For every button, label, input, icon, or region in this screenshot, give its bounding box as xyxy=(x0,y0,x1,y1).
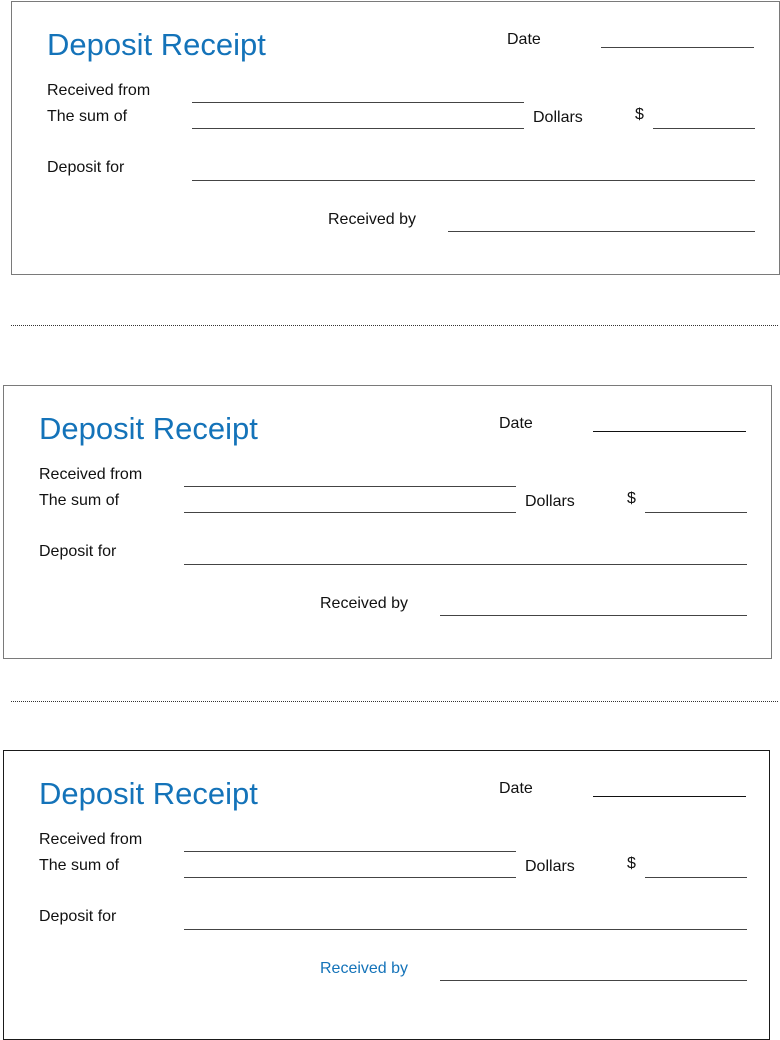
receipt-title: Deposit Receipt xyxy=(47,27,266,62)
sum-of-label: The sum of xyxy=(39,857,120,874)
dollars-label: Dollars xyxy=(525,493,575,510)
date-label: Date xyxy=(499,780,533,797)
deposit-receipt-2 xyxy=(3,385,772,659)
sum-of-field-line[interactable] xyxy=(184,512,516,513)
received-by-field-line[interactable] xyxy=(448,231,755,232)
date-label: Date xyxy=(499,415,533,432)
deposit-receipt-1 xyxy=(11,1,780,275)
cut-line-separator xyxy=(11,701,778,702)
dollar-sign-label: $ xyxy=(627,855,636,872)
received-from-field-line[interactable] xyxy=(184,486,516,487)
deposit-receipt-3 xyxy=(3,750,770,1040)
deposit-for-field-line[interactable] xyxy=(184,929,747,930)
receipt-title: Deposit Receipt xyxy=(39,776,258,811)
cut-line-separator xyxy=(11,325,778,326)
amount-field-line[interactable] xyxy=(653,128,755,129)
received-by-field-line[interactable] xyxy=(440,615,747,616)
sum-of-label: The sum of xyxy=(47,108,128,125)
sum-of-label: The sum of xyxy=(39,492,120,509)
received-by-field-line[interactable] xyxy=(440,980,747,981)
sum-of-field-line[interactable] xyxy=(192,128,524,129)
deposit-for-field-line[interactable] xyxy=(184,564,747,565)
dollar-sign-label: $ xyxy=(635,106,644,123)
received-by-label: Received by xyxy=(328,211,417,228)
sum-of-field-line[interactable] xyxy=(184,877,516,878)
received-from-label: Received from xyxy=(39,466,143,483)
received-from-field-line[interactable] xyxy=(184,851,516,852)
deposit-for-label: Deposit for xyxy=(39,908,117,925)
deposit-for-label: Deposit for xyxy=(39,543,117,560)
dollars-label: Dollars xyxy=(525,858,575,875)
date-field-line[interactable] xyxy=(601,47,754,48)
date-field-line[interactable] xyxy=(593,431,746,432)
deposit-for-field-line[interactable] xyxy=(192,180,755,181)
dollar-sign-label: $ xyxy=(627,490,636,507)
received-from-field-line[interactable] xyxy=(192,102,524,103)
date-label: Date xyxy=(507,31,541,48)
date-field-line[interactable] xyxy=(593,796,746,797)
amount-field-line[interactable] xyxy=(645,877,747,878)
receipt-title: Deposit Receipt xyxy=(39,411,258,446)
deposit-for-label: Deposit for xyxy=(47,159,125,176)
received-by-label: Received by xyxy=(320,595,409,612)
received-from-label: Received from xyxy=(47,82,151,99)
received-from-label: Received from xyxy=(39,831,143,848)
received-by-label: Received by xyxy=(320,960,409,977)
dollars-label: Dollars xyxy=(533,109,583,126)
amount-field-line[interactable] xyxy=(645,512,747,513)
